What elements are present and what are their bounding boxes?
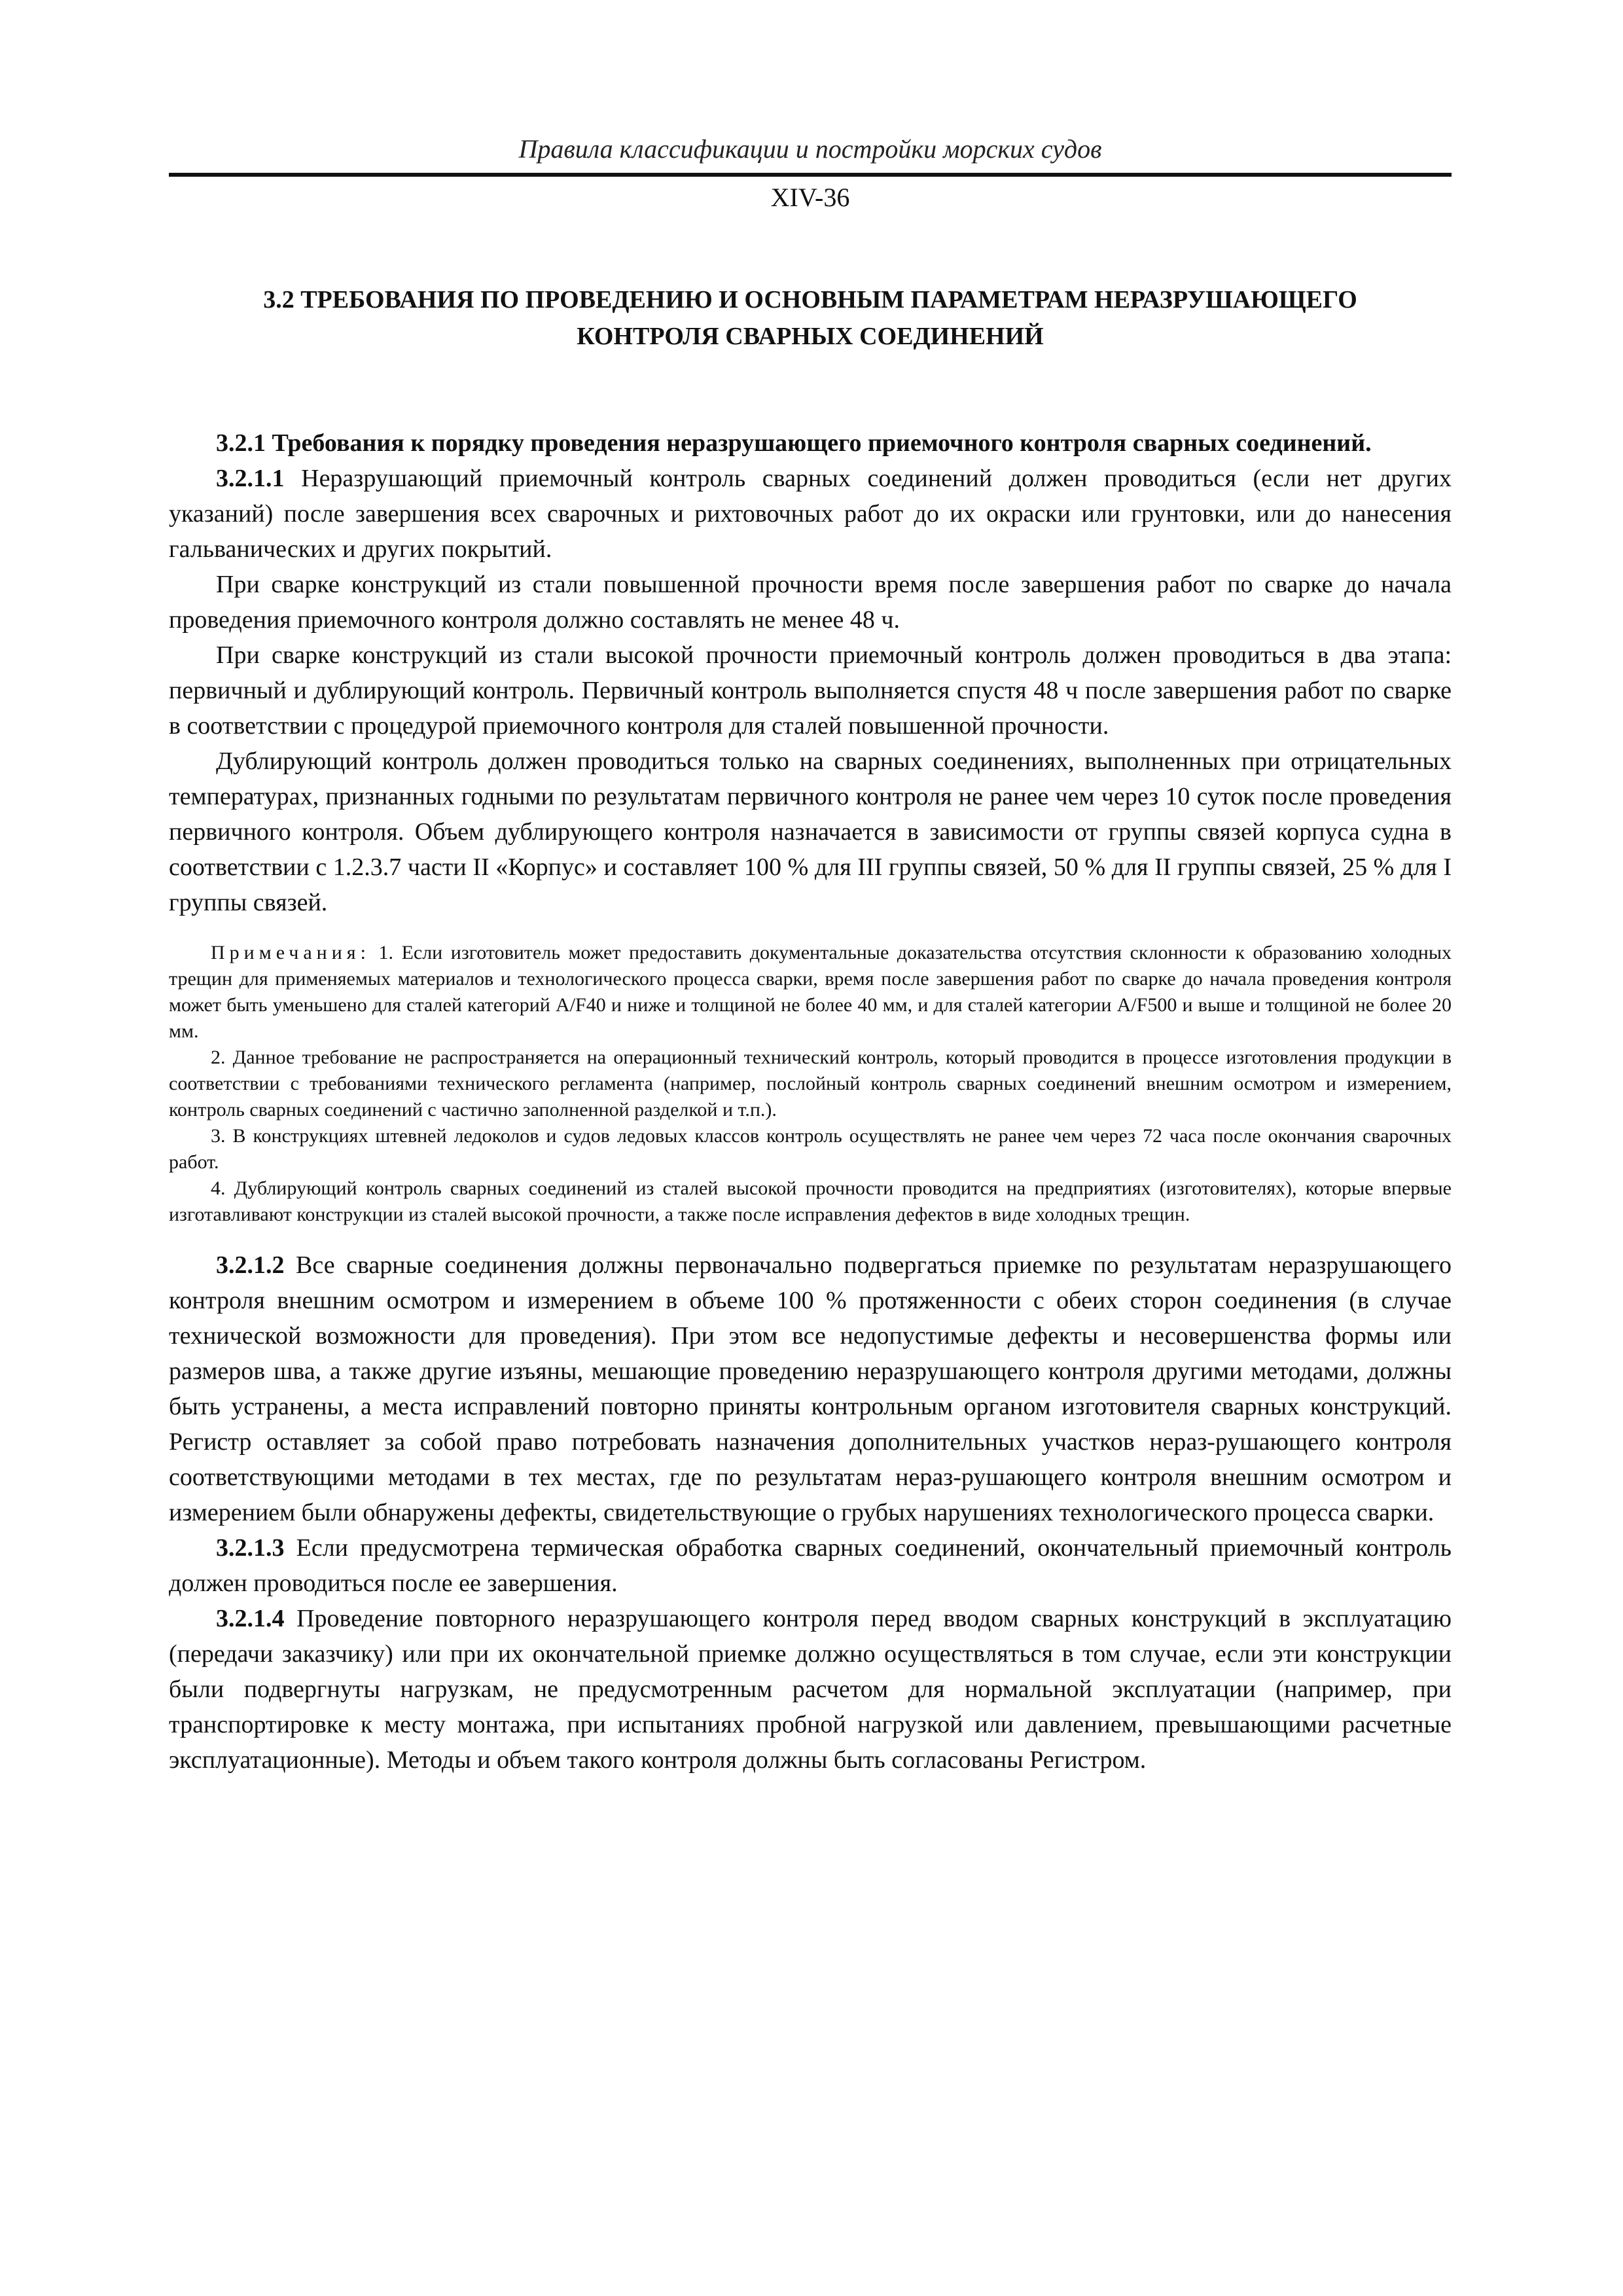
note-text: 1. Если изготовитель может предоставить документальные доказательства отсутствия склонности к образованию холодных трещин для применяемых материалов и технологического процесса сварки, время после завершения работ по сварке до начала проведения контроля может быть уменьшено для сталей категорий A/F40 и ниже и толщиной не более 40 мм, и для сталей категории A/F500 и выше и толщиной не более 20 мм.: [169, 942, 1452, 1042]
note-1: [169, 940, 1452, 1045]
section-title: 3.2 ТРЕБОВАНИЯ ПО ПРОВЕДЕНИЮ И ОСНОВНЫМ ПАРАМЕТРАМ НЕРАЗРУШАЮЩЕГО КОНТРОЛЯ СВАРНЫХ СОЕДИНЕНИЙ: [263, 286, 1357, 350]
note-4: 4. Дублирующий контроль сварных соединений из сталей высокой прочности проводится на предприятиях (изготовителях), которые впервые изготавливают конструкции из сталей высокой прочности, а также после исправления дефектов в виде холодных трещин.: [169, 1177, 1452, 1225]
paragraph-3-2-1-4: [169, 1601, 1452, 1778]
paragraph-text: Дублирующий контроль должен проводиться только на сварных соединениях, выполненных при отрицательных температурах, признанных годными по результатам первичного контроля не ранее чем через 10 суток после проведения первичного контроля. Объем дублирующего контроля назначается в зависимости от группы связей корпуса судна в соответствии с 1.2.3.7 части II «Корпус» и составляет 100 % для III группы связей, 50 % для II группы связей, 25 % для I группы связей.: [169, 747, 1452, 916]
paragraph-text: Если предусмотрена термическая обработка сварных соединений, окончательный приемочный контроль должен проводиться после ее завершения.: [169, 1534, 1452, 1597]
paragraph-3-2-1-3: [169, 1530, 1452, 1601]
clause-number: 3.2.1.3: [216, 1534, 285, 1562]
running-header: Правила классификации и постройки морских судов: [518, 134, 1102, 164]
paragraph-text: При сварке конструкций из стали повышенной прочности время после завершения работ по сварке до начала проведения приемочного контроля должно составлять не менее 48 ч.: [169, 571, 1452, 634]
header-rule: [169, 173, 1452, 177]
paragraph-text: Проведение повторного неразрушающего контроля перед вводом сварных конструкций в эксплуатацию (передачи заказчику) или при их окончательной приемке должно осуществляться в том случае, если эти конструкции были подвергнуты нагрузкам, не предусмотренным расчетом для нормальной эксплуатации (например, при транспортировке к месту монтажа, при испытаниях пробной нагрузкой или давлением, превышающими расчетные эксплуатационные). Методы и объем такого контроля должны быть согласованы Регистром.: [169, 1605, 1452, 1774]
clause-number: 3.2.1.4: [216, 1605, 285, 1632]
paragraph-3-2-1-1: [169, 461, 1452, 567]
note-3: 3. В конструкциях штевней ледоколов и судов ледовых классов контроль осуществлять не ранее чем через 72 часа после окончания сварочных работ.: [169, 1125, 1452, 1173]
clause-number: 3.2.1.2: [216, 1251, 285, 1279]
notes-label: Примечания:: [211, 942, 370, 963]
clause-number: 3.2.1.1: [216, 465, 285, 492]
document-page: [169, 131, 1452, 1778]
notes-block: [169, 940, 1452, 1228]
note-2: 2. Данное требование не распространяется на операционный технический контроль, который проводится в процессе изготовления продукции в соответствии с требованиями технического регламента (например, послойный контроль сварных соединений внешним осмотром и измерением, контроль сварных соединений с частично заполненной разделкой и т.п.).: [169, 1047, 1452, 1121]
paragraph-text: Неразрушающий приемочный контроль сварных соединений должен проводиться (если нет других указаний) после завершения всех сварочных и рихтовочных работ до их окраски или грунтовки, или до нанесения гальванических и других покрытий.: [169, 465, 1452, 563]
paragraph-text: При сварке конструкций из стали высокой прочности приемочный контроль должен проводиться в два этапа: первичный и дублирующий контроль. Первичный контроль выполняется спустя 48 ч после завершения работ по сварке в соответствии с процедурой приемочного контроля для сталей повышенной прочности.: [169, 641, 1452, 740]
page-number: XIV-36: [770, 183, 850, 212]
subsection-heading: 3.2.1 Требования к порядку проведения неразрушающего приемочного контроля сварных соединений.: [216, 429, 1372, 457]
paragraph-3-2-1-2: [169, 1247, 1452, 1530]
paragraph-text: Все сварные соединения должны первоначально подвергаться приемке по результатам неразрушающего контроля внешним осмотром и измерением в объеме 100 % протяженности с обеих сторон соединения (в случае технической возможности для проведения). При этом все недопустимые дефекты и несовершенства формы или размеров шва, а также другие изъяны, мешающие проведению неразрушающего контроля другими методами, должны быть устранены, а места исправлений повторно приняты контрольным органом изготовителя сварных конструкций. Регистр оставляет за собой право потребовать назначения дополнительных участков нераз-рушающего контроля соответствующими методами в тех местах, где по результатам нераз-рушающего контроля внешним осмотром и измерением были обнаружены дефекты, свидетельствующие о грубых нарушениях технологического процесса сварки.: [169, 1251, 1452, 1526]
